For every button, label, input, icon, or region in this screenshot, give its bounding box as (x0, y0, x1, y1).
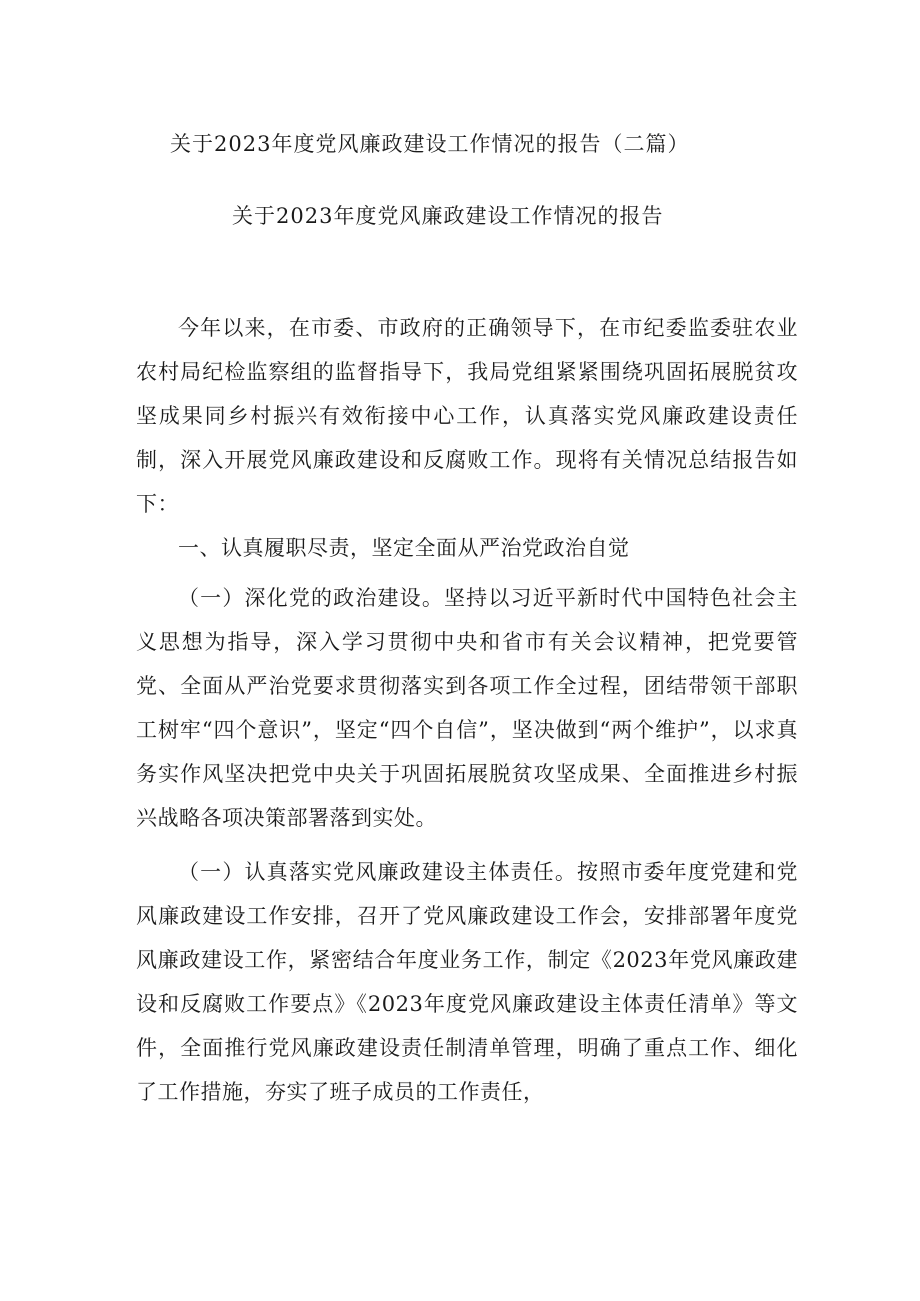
document-body (136, 306, 798, 1114)
section-heading: 一、认真履职尽责，坚定全面从严治党政治自觉 (178, 536, 630, 560)
body-paragraph: （一）深化党的政治建设。坚持以习近平新时代中国特色社会主义思想为指导，深入学习贯彻中央和省市有关会议精神，把党要管党、全面从严治党要求贯彻落实到各项工作全过程，团结带领干部职工树牢“四个意识”，坚定“四个自信”，坚决做到“两个维护”，以求真务实作风坚决把党中央关于巩固拓展脱贫攻坚成果、全面推进乡村振兴战略各项决策部署落到实处。 (136, 586, 798, 830)
intro-paragraph: 今年以来，在市委、市政府的正确领导下，在市纪委监委驻农业农村局纪检监察组的监督指导下，我局党组紧紧围绕巩固拓展脱贫攻坚成果同乡村振兴有效衔接中心工作，认真落实党风廉政建设责任制，深入开展党风廉政建设和反腐败工作。现将有关情况总结报告如下： (136, 316, 798, 516)
document-subtitle: 关于2023年度党风廉政建设工作情况的报告 (232, 204, 664, 228)
body-paragraph: （一）认真落实党风廉政建设主体责任。按照市委年度党建和党风廉政建设工作安排，召开了党风廉政建设工作会，安排部署年度党风廉政建设工作，紧密结合年度业务工作，制定《2023年党风廉政建设和反腐败工作要点》《2023年度党风廉政建设主体责任清单》等文件，全面推行党风廉政建设责任制清单管理，明确了重点工作、细化了工作措施，夯实了班子成员的工作责任， (136, 860, 798, 1104)
document-title: 关于2023年度党风廉政建设工作情况的报告（二篇） (170, 132, 690, 156)
